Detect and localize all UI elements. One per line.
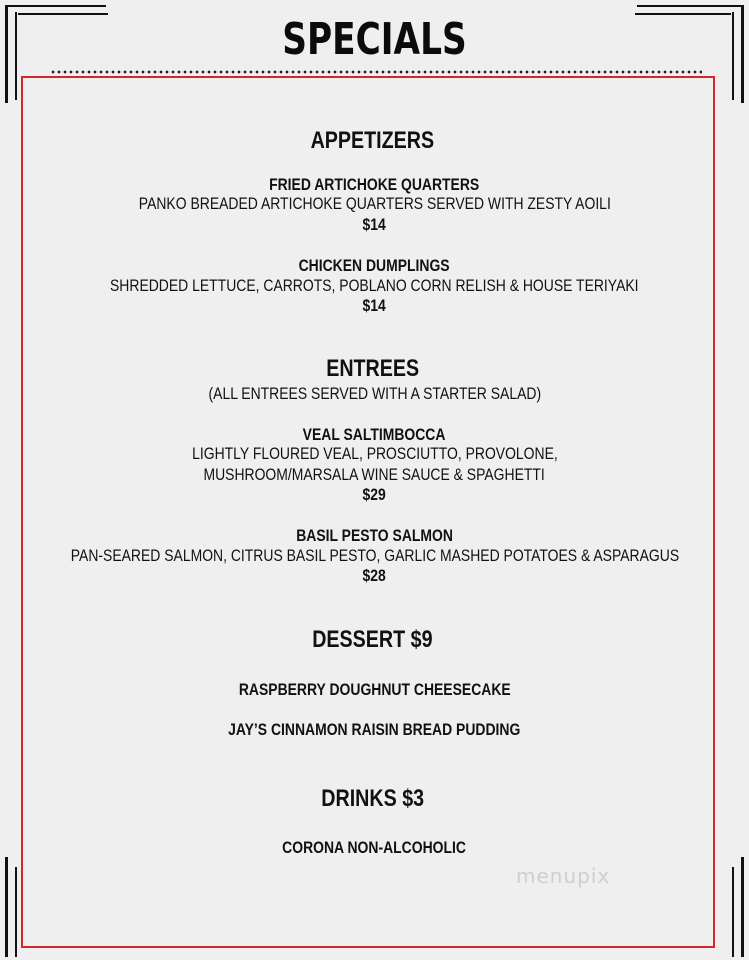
menu-item-description: LIGHTLY FLOURED VEAL, PROSCIUTTO, PROVOLONE, — [191, 444, 558, 463]
dotted-divider — [50, 70, 702, 74]
corner-line-top-right — [732, 12, 734, 100]
menu-item-description: PANKO BREADED ARTICHOKE QUARTERS SERVED WITH ZESTY AOILI — [138, 194, 611, 213]
entrees-note: (ALL ENTREES SERVED WITH A STARTER SALAD) — [208, 384, 541, 403]
menu-item-name: JAY’S CINNAMON RAISIN BREAD PUDDING — [228, 720, 521, 739]
corner-line-bottom-left — [15, 867, 17, 957]
corner-bracket-bottom-left — [5, 857, 14, 957]
watermark: menupix — [516, 864, 611, 888]
menu-item-price: $14 — [362, 296, 387, 315]
menu-item-name: FRIED ARTICHOKE QUARTERS — [269, 175, 480, 194]
appetizers-heading: APPETIZERS — [310, 127, 435, 154]
page-title: SPECIALS — [282, 14, 467, 65]
menu-item-price: $29 — [362, 485, 387, 504]
dessert-heading: DESSERT $9 — [312, 626, 433, 653]
menu-item-description: PAN-SEARED SALMON, CITRUS BASIL PESTO, GARLIC MASHED POTATOES & ASPARAGUS — [70, 546, 679, 565]
menu-item-name: VEAL SALTIMBOCCA — [303, 425, 446, 444]
corner-line-bottom-right — [732, 867, 734, 957]
menu-item-name: CHICKEN DUMPLINGS — [298, 256, 451, 275]
menu-item-price: $28 — [362, 566, 387, 585]
menu-item-name: CORONA NON-ALCOHOLIC — [282, 838, 467, 857]
corner-bracket-bottom-right — [735, 857, 744, 957]
menu-item-description: MUSHROOM/MARSALA WINE SAUCE & SPAGHETTI — [203, 465, 546, 484]
menu-item-name: BASIL PESTO SALMON — [296, 526, 453, 545]
entrees-heading: ENTREES — [326, 355, 419, 382]
menu-item-price: $14 — [362, 215, 387, 234]
drinks-heading: DRINKS $3 — [321, 785, 424, 812]
menu-item-description: SHREDDED LETTUCE, CARROTS, POBLANO CORN RELISH & HOUSE TERIYAKI — [110, 276, 639, 295]
menu-item-name: RASPBERRY DOUGHNUT CHEESECAKE — [238, 680, 511, 699]
corner-line-top-left — [15, 12, 17, 100]
